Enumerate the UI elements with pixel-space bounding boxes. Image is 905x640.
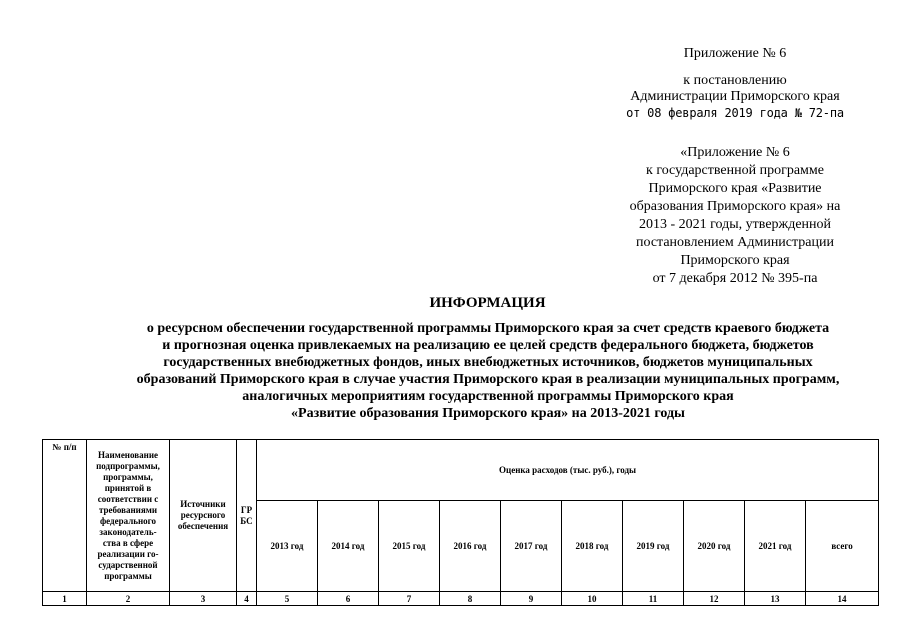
subtitle-line: образований Приморского края в случае участия Приморского края в реализации муниципальных программ, xyxy=(136,372,840,387)
header-grbs xyxy=(237,440,257,592)
ref-line: образования Приморского края» на xyxy=(629,199,841,214)
ref-line: к государственной программе xyxy=(646,163,824,178)
header-year: 2017 год xyxy=(501,501,562,592)
annex-order-date: от 08 февраля 2019 года № 72-па xyxy=(626,106,844,120)
subtitle-line: государственных внебюджетных фондов, иных внебюджетных источников, бюджетов муниципальных xyxy=(163,355,813,370)
header-year: 2013 год xyxy=(257,501,318,592)
resource-table xyxy=(42,439,879,606)
ref-line: 2013 - 2021 годы, утвержденной xyxy=(638,217,832,232)
column-number: 10 xyxy=(562,592,623,606)
annex-number: Приложение № 6 xyxy=(683,46,787,61)
subtitle-line: аналогичных мероприятиям государственной программы Приморского края xyxy=(242,389,734,404)
column-number: 12 xyxy=(684,592,745,606)
annex-reference xyxy=(560,144,905,288)
header-name-line: программы, xyxy=(103,471,153,482)
header-year: 2020 год xyxy=(684,501,745,592)
column-number: 5 xyxy=(257,592,318,606)
spacer xyxy=(560,62,905,73)
column-number: 14 xyxy=(806,592,879,606)
ref-line: «Приложение № 6 xyxy=(680,145,790,160)
header-name-line: законодатель- xyxy=(99,526,157,537)
header-year: 2018 год xyxy=(562,501,623,592)
column-number: 7 xyxy=(379,592,440,606)
header-name-line: реализации го- xyxy=(97,548,159,559)
header-name-line: сударственной xyxy=(98,559,158,570)
header-year: 2015 год xyxy=(379,501,440,592)
column-number: 6 xyxy=(318,592,379,606)
column-number: 9 xyxy=(501,592,562,606)
document-subtitle xyxy=(88,320,888,422)
header-no: № п/п xyxy=(43,440,87,592)
header-year: 2016 год xyxy=(440,501,501,592)
header-subprogram-name xyxy=(87,440,170,592)
ref-line: от 7 декабря 2012 № 395-па xyxy=(652,271,818,286)
ref-line: Приморского края «Развитие xyxy=(648,181,822,196)
annex-resolution-label: к постановлению xyxy=(683,73,787,88)
header-source-line: ресурсного xyxy=(180,510,226,520)
ref-line: постановлением Администрации xyxy=(636,235,834,250)
header-name-line: программы xyxy=(104,570,152,581)
header-name-line: подпрограммы, xyxy=(96,460,160,471)
column-number: 3 xyxy=(170,592,237,606)
document-title: ИНФОРМАЦИЯ xyxy=(429,295,546,311)
annex-header xyxy=(560,46,905,121)
header-name-line: требованиями xyxy=(98,504,158,515)
column-number: 4 xyxy=(237,592,257,606)
header-name-line: ства в сфере xyxy=(102,537,154,548)
header-year: 2021 год xyxy=(745,501,806,592)
column-number: 1 xyxy=(43,592,87,606)
header-grbs-line: ГР xyxy=(240,504,253,515)
subtitle-line: «Развитие образования Приморского края» на 2013-2021 годы xyxy=(291,406,685,421)
subtitle-line: и прогнозная оценка привлекаемых на реализацию ее целей средств федерального бюджета, бюджетов xyxy=(162,338,814,353)
annex-administration: Администрации Приморского края xyxy=(630,89,840,104)
header-name-line: Наименование xyxy=(98,449,158,460)
header-name-line: соответствии с xyxy=(97,493,159,504)
column-number: 2 xyxy=(87,592,170,606)
column-number: 8 xyxy=(440,592,501,606)
header-grbs-line: БС xyxy=(240,515,253,526)
column-number: 11 xyxy=(623,592,684,606)
header-total: всего xyxy=(806,501,879,592)
header-year: 2014 год xyxy=(318,501,379,592)
header-year: 2019 год xyxy=(623,501,684,592)
header-expense-estimate: Оценка расходов (тыс. руб.), годы xyxy=(257,440,879,501)
header-source-line: Источники xyxy=(180,499,226,509)
header-funding-sources xyxy=(170,440,237,592)
header-name-line: принятой в xyxy=(104,482,152,493)
subtitle-line: о ресурсном обеспечении государственной программы Приморского края за счет средств краевого бюджета xyxy=(146,321,830,336)
ref-line: Приморского края xyxy=(680,253,790,268)
header-source-line: обеспечения xyxy=(177,521,229,531)
column-number: 13 xyxy=(745,592,806,606)
header-name-line: федерального xyxy=(99,515,157,526)
